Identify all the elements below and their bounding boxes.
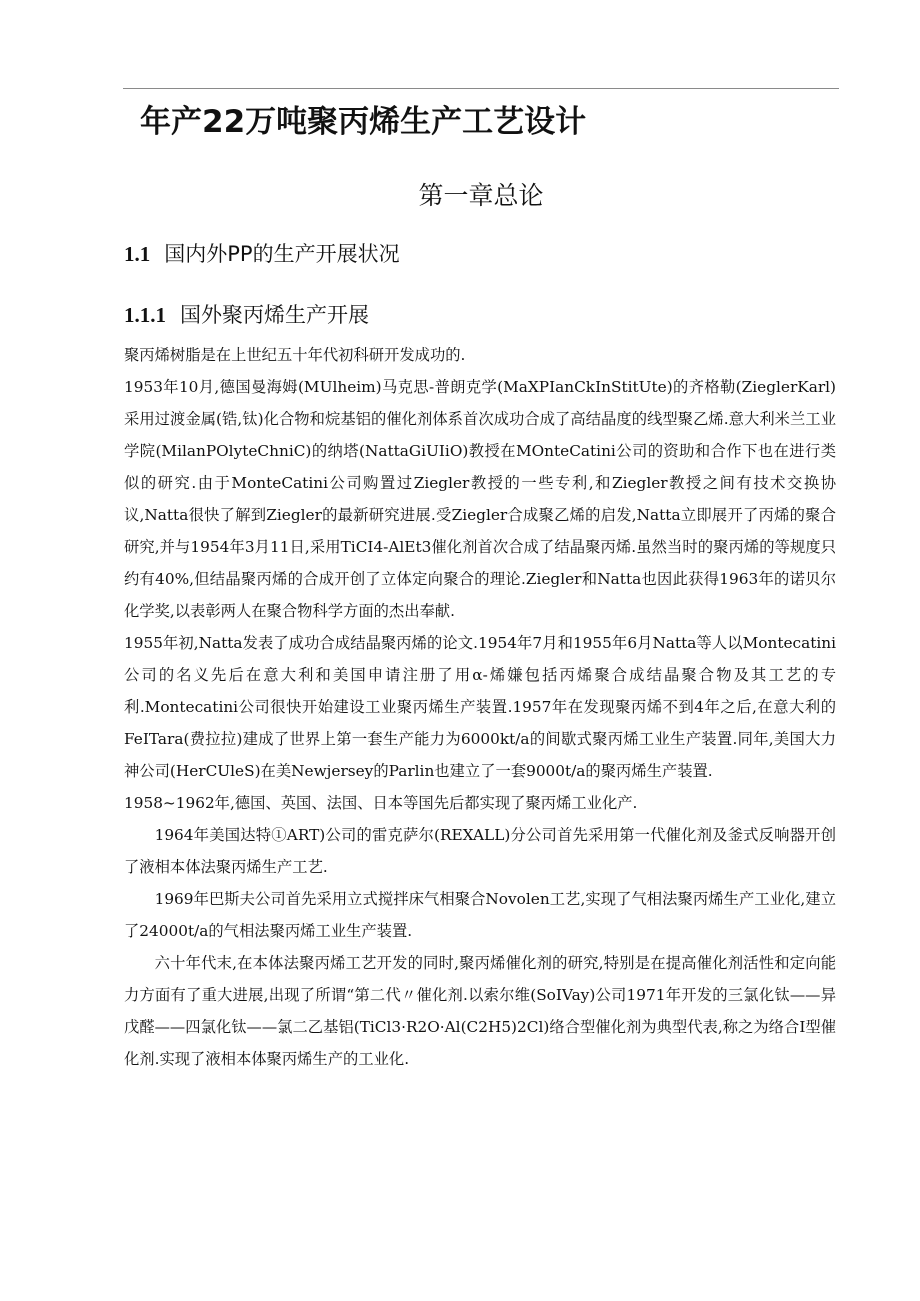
paragraph-2: 1953年10月,德国曼海姆(MUlheim)马克思-普朗克学(MaXPIanCkInStitUte)的齐格勒(ZieglerKarl)采用过渡金属(锆,钛)化合物和烷基铝的催化剂体系首次成功合成了高结晶度的线型聚乙烯.意大利米兰工业学院(MilanPOlyteChniC)的纳塔(NattaGiUIiO)教授在MOnteCatini公司的资助和合作下也在进行类似的研究.由于MonteCatini公司购置过Ziegler教授的一些专利,和Ziegler教授之间有技术交换协议,Natta很快了解到Ziegler的最新研究进展.受Ziegler合成聚乙烯的启发,Natta立即展开了丙烯的聚合研究,并与1954年3月11日,采用TiCI4-AlEt3催化剂首次合成了结晶聚丙烯.虽然当时的聚丙烯的等规度只约有40%,但结晶聚丙烯的合成开创了立体定向聚合的理论.Ziegler和Natta也因此获得1963年的诺贝尔化学奖,以表彰两人在聚合物科学方面的杰出奉献. bbox=[124, 378, 836, 620]
subsection-title: 国外聚丙烯生产开展 bbox=[180, 303, 369, 327]
paragraph-4: 1958~1962年,德国、英国、法国、日本等国先后都实现了聚丙烯工业化产. bbox=[124, 794, 638, 812]
section-heading bbox=[124, 236, 400, 272]
subsection-number: 1.1.1 bbox=[124, 303, 166, 327]
section-number: 1.1 bbox=[124, 242, 151, 266]
document-title: 年产22万吨聚丙烯生产工艺设计 bbox=[140, 104, 587, 140]
paragraph-3: 1955年初,Natta发表了成功合成结晶聚丙烯的论文.1954年7月和1955年6月Natta等人以Montecatini公司的名义先后在意大利和美国申请注册了用α-烯嫌包括丙烯聚合成结晶聚合物及其工艺的专利.Montecatini公司很快开始建设工业聚丙烯生产装置.1957年在发现聚丙烯不到4年之后,在意大利的FeITara(费拉拉)建成了世界上第一套生产能力为6000kt/a的间歇式聚丙烯工业生产装置.同年,美国大力神公司(HerCUleS)在美Newjersey的Parlin也建立了一套9000t/a的聚丙烯生产装置. bbox=[124, 634, 836, 780]
body-text bbox=[124, 339, 836, 1075]
paragraph-6: 1969年巴斯夫公司首先采用立式搅拌床气相聚合Novolen工艺,实现了气相法聚丙烯生产工业化,建立了24000t/a的气相法聚丙烯工业生产装置. bbox=[124, 890, 836, 940]
subsection-heading bbox=[124, 297, 369, 333]
paragraph-1: 聚丙烯树脂是在上世纪五十年代初科研开发成功的. bbox=[124, 346, 466, 364]
paragraph-7: 六十年代末,在本体法聚丙烯工艺开发的同时,聚丙烯催化剂的研究,特别是在提高催化剂活性和定向能力方面有了重大进展,出现了所谓“第二代〃催化剂.以索尔维(SoIVay)公司1971年开发的三氯化钛——异戊醛——四氯化钛——氯二乙基铝(TiCl3·R2O·Al(C2H5)2Cl)络合型催化剂为典型代表,称之为络合I型催化剂.实现了液相本体聚丙烯生产的工业化. bbox=[124, 954, 836, 1068]
chapter-title: 第一章总论 bbox=[418, 181, 544, 210]
header-rule bbox=[123, 88, 839, 89]
paragraph-5: 1964年美国达特①ART)公司的雷克萨尔(REXALL)分公司首先采用第一代催化剂及釜式反响器开创了液相本体法聚丙烯生产工艺. bbox=[124, 826, 836, 876]
section-title: 国内外PP的生产开展状况 bbox=[164, 242, 400, 266]
